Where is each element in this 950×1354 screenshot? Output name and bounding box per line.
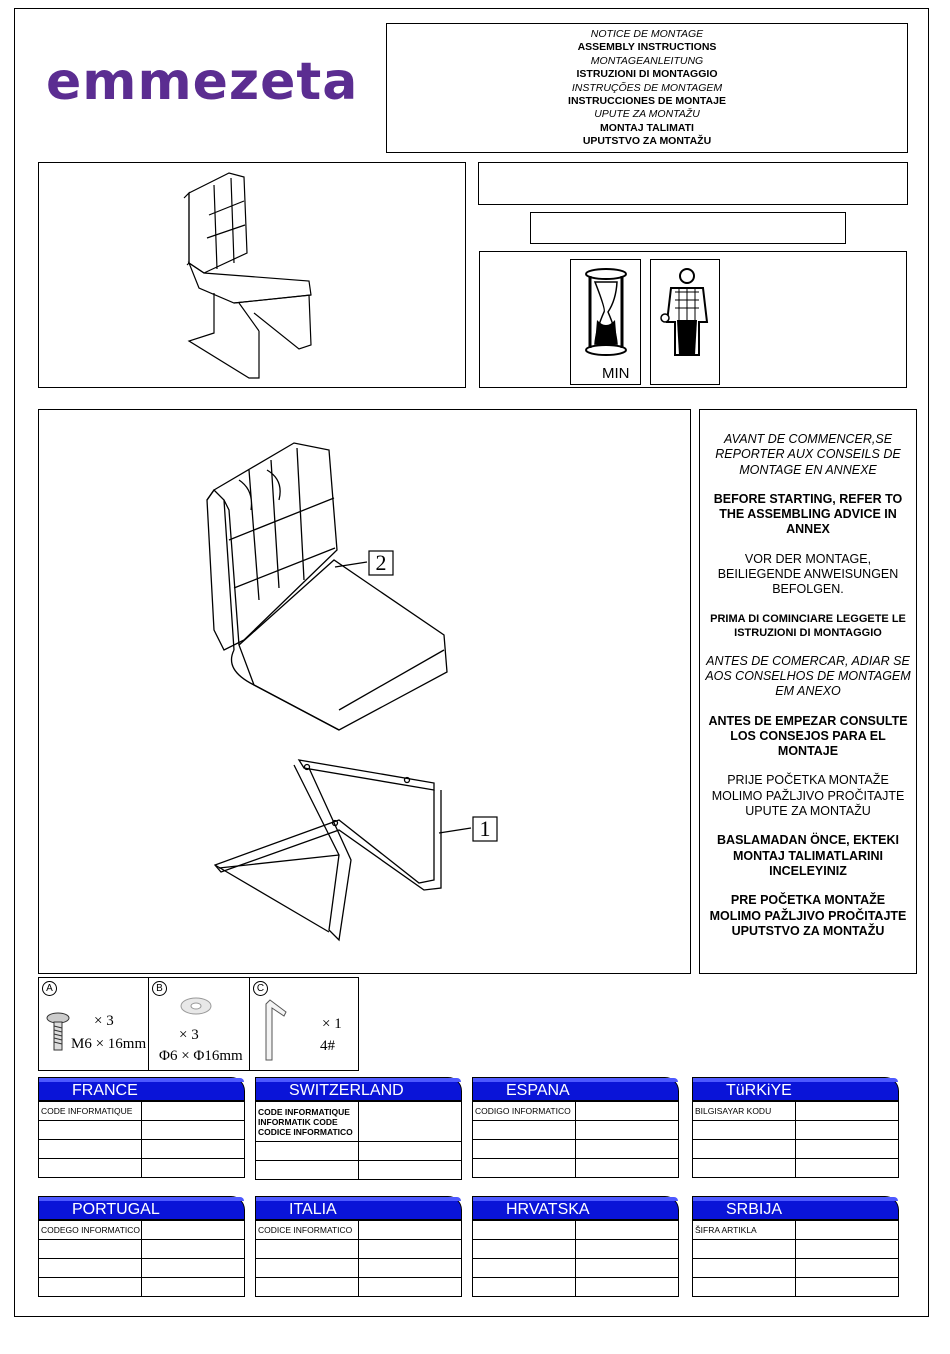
time-unit-label: MIN <box>602 365 630 382</box>
country-header: HRVATSKA <box>472 1196 679 1220</box>
assembly-advice-box <box>699 409 917 974</box>
advice-fr: AVANT DE COMMENCER,SE REPORTER AUX CONSEILS DE MONTAGE EN ANNEXE <box>715 432 901 477</box>
country-header: ESPANA <box>472 1077 679 1101</box>
country-header: SWITZERLAND <box>255 1077 462 1101</box>
code-label-de: INFORMATIK CODE <box>258 1116 338 1127</box>
code-label: CODIGO INFORMATICO <box>473 1102 576 1121</box>
advice-it: PRIMA DI COMINCIARE LEGGETE LE ISTRUZIONI DI MONTAGGIO <box>710 612 906 639</box>
one-person-icon <box>651 260 721 386</box>
advice-de: VOR DER MONTAGE, BEILIEGENDE ANWEISUNGEN BEFOLGEN. <box>717 551 899 597</box>
title-en: ASSEMBLY INSTRUCTIONS <box>577 41 717 54</box>
code-label: CODEGO INFORMATICO <box>39 1221 142 1240</box>
hardware-c <box>249 977 359 1071</box>
country-header: SRBIJA <box>692 1196 899 1220</box>
allen-key-icon <box>260 998 290 1064</box>
product-code-box <box>478 162 908 205</box>
hardware-b-letter: B <box>152 981 167 996</box>
title-es: INSTRUCCIONES DE MONTAJE <box>568 95 726 108</box>
exploded-view <box>38 409 691 974</box>
country-france <box>38 1077 245 1178</box>
product-subcode-box <box>530 212 846 244</box>
hardware-b-qty: × 3 <box>179 1027 199 1043</box>
title-rs: UPUTSTVO ZA MONTAŽU <box>582 135 712 148</box>
code-label: CODICE INFORMATICO <box>256 1221 359 1240</box>
exploded-chair-drawing <box>39 410 692 975</box>
title-de: MONTAGEANLEITUNG <box>590 54 704 67</box>
assembly-info-box <box>479 251 907 388</box>
title-fr: NOTICE DE MONTAGE <box>590 28 704 40</box>
hardware-c-letter: C <box>253 981 268 996</box>
title-pt: INSTRUÇÕES DE MONTAGEM <box>571 81 723 94</box>
product-preview <box>38 162 466 388</box>
country-portugal <box>38 1196 245 1297</box>
code-label: ŠIFRA ARTIKLA <box>693 1221 796 1240</box>
country-hrvatska <box>472 1196 679 1297</box>
country-switzerland <box>255 1077 462 1180</box>
code-label: CODE INFORMATIQUE <box>39 1102 142 1121</box>
chair-preview-icon <box>39 163 467 389</box>
country-header: ITALIA <box>255 1196 462 1220</box>
country-header: TüRKiYE <box>692 1077 899 1101</box>
advice-en: BEFORE STARTING, REFER TO THE ASSEMBLING ADVICE IN ANNEX <box>713 491 903 537</box>
hardware-a <box>38 977 148 1071</box>
code-label-it: CODICE INFORMATICO <box>258 1126 353 1137</box>
hardware-a-qty: × 3 <box>94 1013 114 1029</box>
instruction-titles <box>386 23 908 153</box>
code-label <box>473 1221 576 1240</box>
advice-tr: BASLAMADAN ÖNCE, EKTEKI MONTAJ TALIMATLARINI INCELEYINIZ <box>717 833 899 878</box>
country-header: PORTUGAL <box>38 1196 245 1220</box>
hardware-a-spec: M6 × 16mm <box>71 1036 147 1052</box>
hardware-b-spec: Φ6 × Φ16mm <box>159 1048 243 1064</box>
hourglass-icon <box>571 260 642 370</box>
advice-hr: PRIJE POČETKA MONTAŽE MOLIMO PAŽLJIVO PROČITAJTE UPUTE ZA MONTAŽU <box>711 773 905 819</box>
advice-rs: PRE POČETKA MONTAŽE MOLIMO PAŽLJIVO PROČITAJTE UPUTSTVO ZA MONTAŽU <box>709 893 907 938</box>
country-italia <box>255 1196 462 1297</box>
country-turkiye <box>692 1077 899 1178</box>
person-tile <box>650 259 720 385</box>
bolt-icon <box>45 1012 71 1052</box>
part-1-label: 1 <box>479 816 491 841</box>
code-label: BILGISAYAR KODU <box>693 1102 796 1121</box>
time-tile <box>570 259 641 385</box>
part-2-label: 2 <box>375 550 387 575</box>
code-label-fr: CODE INFORMATIQUE <box>258 1106 350 1117</box>
code-label <box>256 1102 359 1142</box>
title-it: ISTRUZIONI DI MONTAGGIO <box>576 68 718 81</box>
country-header: FRANCE <box>38 1077 245 1101</box>
advice-pt: ANTES DE COMERCAR, ADIAR SE AOS CONSELHOS DE MONTAGEM EM ANEXO <box>705 653 911 699</box>
hardware-b <box>148 977 249 1071</box>
hardware-c-qty: × 1 <box>322 1016 342 1032</box>
washer-icon <box>179 996 213 1016</box>
title-tr: MONTAJ TALIMATI <box>600 121 694 134</box>
advice-es: ANTES DE EMPEZAR CONSULTE LOS CONSEJOS PARA EL MONTAJE <box>708 713 908 759</box>
title-hr: UPUTE ZA MONTAŽU <box>594 108 700 121</box>
hardware-c-spec: 4# <box>320 1038 335 1054</box>
country-espana <box>472 1077 679 1178</box>
country-srbija <box>692 1196 899 1297</box>
hardware-a-letter: A <box>42 981 57 996</box>
brand-logo: emmezeta <box>46 52 359 112</box>
